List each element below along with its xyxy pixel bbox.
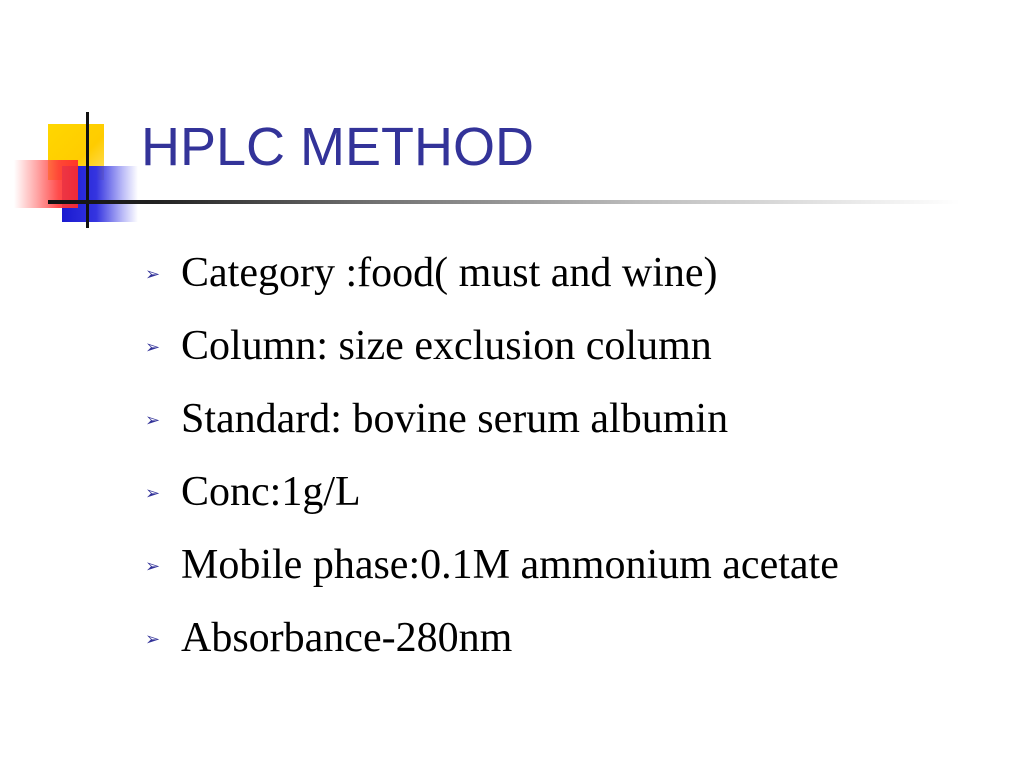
arrowhead-bullet-icon: ➢: [145, 336, 161, 358]
vertical-rule: [86, 112, 89, 228]
bullet-item: [145, 309, 839, 382]
bullet-item: [145, 236, 839, 309]
bullet-text: Category :food( must and wine): [181, 249, 718, 296]
bullet-text: Absorbance-280nm: [181, 614, 513, 661]
bullet-text: Mobile phase:0.1M ammonium acetate: [181, 541, 839, 588]
arrowhead-bullet-icon: ➢: [145, 628, 161, 650]
bullet-item: [145, 601, 839, 674]
bullet-item: [145, 528, 839, 601]
bullet-text: Standard: bovine serum albumin: [181, 395, 729, 442]
bullet-text: Column: size exclusion column: [181, 322, 712, 369]
arrowhead-bullet-icon: ➢: [145, 409, 161, 431]
arrowhead-bullet-icon: ➢: [145, 482, 161, 504]
title-underline-rule: [48, 200, 960, 204]
bullet-list: [145, 236, 839, 674]
slide-title: HPLC METHOD: [141, 117, 535, 177]
bullet-text: Conc:1g/L: [181, 468, 361, 515]
bullet-item: [145, 382, 839, 455]
arrowhead-bullet-icon: ➢: [145, 263, 161, 285]
bullet-item: [145, 455, 839, 528]
decorative-logo: [0, 0, 160, 240]
arrowhead-bullet-icon: ➢: [145, 555, 161, 577]
